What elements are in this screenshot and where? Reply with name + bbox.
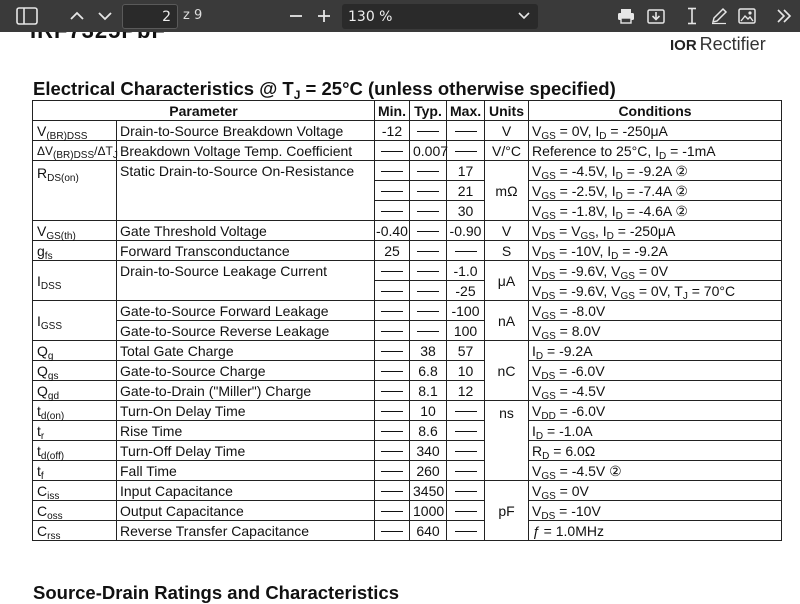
parameter-cell: Gate-to-Drain ("Miller") Charge [117, 381, 375, 401]
typ-cell [410, 281, 447, 301]
symbol-cell: $t_r$ [33, 421, 117, 441]
sidebar-toggle-button[interactable] [6, 0, 56, 32]
max-cell: 17 [447, 161, 485, 181]
table-row [33, 141, 782, 161]
table-row [33, 121, 782, 141]
symbol-cell: $R_{DS(on)}$ [33, 161, 117, 221]
chevron-down-icon [98, 11, 112, 21]
print-button[interactable] [614, 0, 638, 32]
max-cell [447, 501, 485, 521]
symbol-cell: $Q_{gd}$ [33, 381, 117, 401]
symbol-cell: $C_{rss}$ [33, 521, 117, 541]
min-cell: -12 [375, 121, 410, 141]
max-cell: 57 [447, 341, 485, 361]
double-chevron-right-icon [776, 9, 792, 23]
draw-button[interactable] [708, 0, 730, 32]
min-cell [375, 361, 410, 381]
conditions-cell: Reference to 25°C, $I_D = -1mA$ [529, 141, 782, 161]
conditions-cell: $V_{GS} = -4.5V$, $I_D = -9.2A$ ② [529, 161, 782, 181]
logo-text: Rectifier [699, 34, 766, 54]
conditions-cell: $V_{GS} = -2.5V$, $I_D = -7.4A$ ② [529, 181, 782, 201]
previous-page-button[interactable] [66, 0, 88, 32]
symbol-cell: $V_{(BR)DSS}$ [33, 121, 117, 141]
table-row [33, 421, 782, 441]
conditions-cell: $R_D = 6.0\Omega$ [529, 441, 782, 461]
column-header-max: Max. [447, 101, 485, 121]
min-cell [375, 461, 410, 481]
save-button[interactable] [644, 0, 668, 32]
plus-icon [317, 9, 331, 23]
column-header-conditions: Conditions [529, 101, 782, 121]
typ-cell: 6.8 [410, 361, 447, 381]
min-cell [375, 161, 410, 181]
typ-cell [410, 261, 447, 281]
min-cell [375, 501, 410, 521]
parameter-cell: Drain-to-Source Breakdown Voltage [117, 121, 375, 141]
table-row [33, 401, 782, 421]
max-cell [447, 441, 485, 461]
conditions-cell: $V_{GS} = 8.0V$ [529, 321, 782, 341]
typ-cell [410, 181, 447, 201]
max-cell [447, 421, 485, 441]
max-cell: -1.0 [447, 261, 485, 281]
more-tools-button[interactable] [772, 0, 796, 32]
symbol-cell: $Q_{gs}$ [33, 361, 117, 381]
min-cell [375, 381, 410, 401]
pencil-icon [710, 7, 728, 25]
min-cell [375, 441, 410, 461]
max-cell [447, 121, 485, 141]
printer-icon [617, 8, 635, 24]
parameter-cell: Fall Time [117, 461, 375, 481]
page-count-label: z 9 [183, 8, 203, 23]
typ-cell: 38 [410, 341, 447, 361]
min-cell [375, 181, 410, 201]
typ-cell [410, 321, 447, 341]
max-cell: -0.90 [447, 221, 485, 241]
parameter-cell: Gate-to-Source Forward Leakage [117, 301, 375, 321]
conditions-cell: $I_D = -9.2A$ [529, 341, 782, 361]
column-header-units: Units [485, 101, 529, 121]
max-cell: -25 [447, 281, 485, 301]
text-cursor-icon [686, 7, 698, 25]
max-cell [447, 521, 485, 541]
symbol-cell: $t_{d(on)}$ [33, 401, 117, 421]
conditions-cell: $V_{DS} = -9.6V$, $V_{GS} = 0V$ [529, 261, 782, 281]
page-number-input[interactable] [122, 4, 178, 29]
units-cell: nC [485, 341, 529, 401]
pdf-toolbar [0, 0, 800, 32]
sidebar-icon [16, 7, 46, 25]
max-cell [447, 481, 485, 501]
zoom-in-button[interactable] [314, 0, 334, 32]
column-header-min: Min. [375, 101, 410, 121]
units-cell: mΩ [485, 161, 529, 221]
symbol-cell: $V_{GS(th)}$ [33, 221, 117, 241]
units-cell: ns [485, 401, 529, 481]
conditions-cell: $V_{GS} = 0V$ [529, 481, 782, 501]
parameter-cell: Gate-to-Source Reverse Leakage [117, 321, 375, 341]
min-cell: 25 [375, 241, 410, 261]
zoom-out-button[interactable] [286, 0, 306, 32]
max-cell: 21 [447, 181, 485, 201]
min-cell [375, 401, 410, 421]
zoom-value: 130 % [348, 8, 393, 25]
max-cell: 12 [447, 381, 485, 401]
min-cell: -0.40 [376, 222, 408, 239]
min-cell [375, 321, 410, 341]
electrical-characteristics-table [32, 100, 782, 541]
table-row [33, 361, 782, 381]
parameter-cell: Total Gate Charge [117, 341, 375, 361]
parameter-cell: Gate-to-Source Charge [117, 361, 375, 381]
symbol-cell: $t_{d(off)}$ [33, 441, 117, 461]
table-row [33, 241, 782, 261]
parameter-cell: Output Capacitance [117, 501, 375, 521]
min-cell [375, 521, 410, 541]
typ-cell [410, 201, 447, 221]
typ-cell: 8.6 [410, 421, 447, 441]
conditions-cell: $V_{DS} = -10V$, $I_D = -9.2A$ [529, 241, 782, 261]
parameter-cell: Turn-On Delay Time [117, 401, 375, 421]
units-cell: μA [485, 261, 529, 301]
conditions-cell: $V_{DS} = -9.6V$, $V_{GS} = 0V$, $T_J = 70^\circ C$ [529, 281, 782, 301]
max-cell [447, 461, 485, 481]
column-header-typ: Typ. [410, 101, 447, 121]
conditions-cell: $V_{DS} = V_{GS}$, $I_D = -250\mu A$ [529, 221, 782, 241]
conditions-cell: ƒ = 1.0MHz [529, 521, 782, 541]
chevron-down-icon [518, 11, 530, 21]
parameter-cell: Rise Time [117, 421, 375, 441]
conditions-cell: $V_{DS} = -10V$ [529, 501, 782, 521]
typ-cell: 340 [410, 441, 447, 461]
typ-cell: 640 [410, 521, 447, 541]
parameter-cell: Input Capacitance [117, 481, 375, 501]
table-row [33, 501, 782, 521]
document-page [0, 32, 800, 603]
max-cell: -100 [447, 301, 485, 321]
min-cell [375, 301, 410, 321]
company-logo [670, 34, 766, 55]
table-row [33, 221, 782, 241]
symbol-cell: $t_f$ [33, 461, 117, 481]
max-cell: 100 [447, 321, 485, 341]
typ-cell: 10 [410, 401, 447, 421]
conditions-cell: $V_{GS} = 0V$, $I_D = -250\mu A$ [529, 121, 782, 141]
conditions-cell: $I_D = -1.0A$ [529, 421, 782, 441]
table-row [33, 161, 782, 181]
typ-cell: 1000 [410, 501, 447, 521]
parameter-cell: Static Drain-to-Source On-Resistance [117, 161, 375, 221]
table-row [33, 341, 782, 361]
units-cell: V [485, 121, 529, 141]
next-page-button[interactable] [94, 0, 116, 32]
conditions-cell: $V_{DS} = -6.0V$ [529, 361, 782, 381]
electrical-characteristics-title: Electrical Characteristics @ $T_J = 25^\circ C$ (unless otherwise specified) [33, 78, 616, 102]
parameter-cell: Drain-to-Source Leakage Current [117, 261, 375, 301]
max-cell: 10 [447, 361, 485, 381]
units-cell: pF [485, 481, 529, 541]
table-row [33, 481, 782, 501]
table-row [33, 441, 782, 461]
conditions-cell: $V_{GS} = -1.8V$, $I_D = -4.6A$ ② [529, 201, 782, 221]
units-cell: V/°C [485, 141, 529, 161]
symbol-cell: $I_{DSS}$ [33, 261, 117, 301]
typ-cell [410, 301, 447, 321]
conditions-cell: $V_{DD} = -6.0V$ [529, 401, 782, 421]
symbol-cell: $\Delta V_{(BR)DSS}/\Delta T_J$ [33, 141, 117, 161]
zoom-select[interactable] [342, 4, 538, 29]
min-cell [375, 261, 410, 281]
minus-icon [289, 9, 303, 23]
typ-cell: 8.1 [410, 381, 447, 401]
typ-cell [410, 241, 447, 261]
download-icon [647, 8, 665, 24]
typ-cell [410, 161, 447, 181]
column-header-parameter: Parameter [33, 101, 375, 121]
units-cell: nA [485, 301, 529, 341]
parameter-cell: Gate Threshold Voltage [117, 221, 375, 241]
chevron-up-icon [70, 11, 84, 21]
table-row [33, 461, 782, 481]
symbol-cell: $g_{fs}$ [33, 241, 117, 261]
symbol-cell: $C_{oss}$ [33, 501, 117, 521]
typ-cell: 0.007 [410, 141, 447, 161]
typ-cell [410, 121, 447, 141]
source-drain-ratings-title: Source-Drain Ratings and Characteristics [33, 582, 399, 603]
max-cell: 30 [447, 201, 485, 221]
table-row [33, 261, 782, 281]
min-cell [375, 281, 410, 301]
symbol-cell: $Q_g$ [33, 341, 117, 361]
symbol-cell: $C_{iss}$ [33, 481, 117, 501]
parameter-cell: Reverse Transfer Capacitance [117, 521, 375, 541]
max-cell [447, 141, 485, 161]
logo-mark: IOR [670, 37, 697, 54]
text-selection-button[interactable] [682, 0, 702, 32]
min-cell [375, 421, 410, 441]
table-header-row [33, 101, 782, 121]
table-row [33, 381, 782, 401]
table-row [33, 321, 782, 341]
typ-cell [410, 221, 447, 241]
typ-cell: 260 [410, 461, 447, 481]
parameter-cell: Breakdown Voltage Temp. Coefficient [117, 141, 375, 161]
parameter-cell: Turn-Off Delay Time [117, 441, 375, 461]
conditions-cell: $V_{GS} = -8.0V$ [529, 301, 782, 321]
units-cell: S [485, 241, 529, 261]
add-image-button[interactable] [736, 0, 758, 32]
min-cell [375, 141, 410, 161]
conditions-cell: $V_{GS} = -4.5V$ ② [529, 461, 782, 481]
min-cell [375, 201, 410, 221]
symbol-cell: $I_{GSS}$ [33, 301, 117, 341]
table-row [33, 301, 782, 321]
table-row [33, 521, 782, 541]
conditions-cell: $V_{GS} = -4.5V$ [529, 381, 782, 401]
min-cell [375, 341, 410, 361]
image-icon [738, 8, 756, 24]
typ-cell: 3450 [410, 481, 447, 501]
min-cell [375, 481, 410, 501]
units-cell: V [485, 221, 529, 241]
max-cell [447, 401, 485, 421]
parameter-cell: Forward Transconductance [117, 241, 375, 261]
max-cell [447, 241, 485, 261]
